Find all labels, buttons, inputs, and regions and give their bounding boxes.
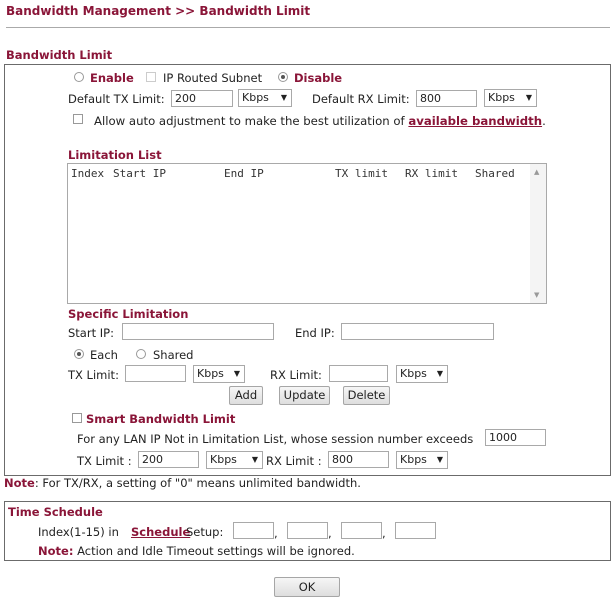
page-title: Bandwidth Management >> Bandwidth Limit [6, 4, 311, 18]
schedule-note-text: Action and Idle Timeout settings will be ignored. [77, 544, 355, 558]
default-rx-input[interactable]: 800 [416, 90, 477, 107]
col-rx-limit: RX limit [405, 167, 458, 180]
ok-button[interactable]: OK [274, 577, 340, 597]
note-text: : For TX/RX, a setting of "0" means unlimited bandwidth. [34, 476, 361, 490]
chevron-down-icon: ▼ [233, 369, 240, 378]
smart-tx-input[interactable]: 200 [138, 451, 199, 468]
rx-limit-input[interactable] [329, 365, 388, 382]
default-tx-label: Default TX Limit: [68, 92, 165, 106]
start-ip-label: Start IP: [68, 326, 114, 340]
smart-rx-unit-select[interactable] [396, 451, 448, 469]
available-bandwidth-link[interactable]: available bandwidth [408, 114, 543, 128]
bandwidth-limit-heading: Bandwidth Limit [6, 48, 113, 62]
shared-label: Shared [153, 348, 194, 362]
limitation-list-heading: Limitation List [68, 148, 162, 162]
smart-rx-input[interactable]: 800 [328, 451, 389, 468]
scroll-down-icon[interactable]: ▼ [534, 291, 540, 299]
chevron-down-icon: ▼ [436, 455, 443, 464]
default-rx-unit-select[interactable] [484, 89, 537, 107]
smart-tx-unit-value: Kbps [210, 453, 237, 466]
default-rx-label: Default RX Limit: [312, 92, 410, 106]
add-button[interactable]: Add [229, 386, 263, 405]
title-divider [6, 27, 610, 28]
chevron-down-icon: ▼ [280, 93, 287, 102]
smart-bandwidth-description: For any LAN IP Not in Limitation List, whose session number exceeds [77, 432, 474, 446]
smart-bandwidth-heading: Smart Bandwidth Limit [86, 412, 236, 426]
each-label: Each [90, 348, 118, 362]
each-radio[interactable] [74, 349, 84, 359]
enable-label: Enable [90, 71, 134, 85]
schedule-index-4[interactable] [395, 522, 436, 539]
col-shared: Shared [475, 167, 515, 180]
specific-limitation-heading: Specific Limitation [68, 307, 189, 321]
smart-tx-unit-select[interactable] [206, 451, 263, 469]
rx-unit-select[interactable] [396, 365, 448, 383]
auto-adjust-checkbox[interactable] [73, 114, 83, 124]
end-ip-input[interactable] [341, 323, 494, 340]
comma-2: , [328, 526, 332, 540]
disable-radio[interactable] [278, 72, 288, 82]
time-schedule-heading: Time Schedule [8, 505, 103, 519]
auto-adjust-end: . [542, 114, 546, 128]
schedule-note-label: Note: [38, 544, 74, 558]
update-button[interactable]: Update [279, 386, 330, 405]
schedule-index-3[interactable] [341, 522, 382, 539]
col-start-ip: Start IP [113, 167, 166, 180]
rx-unit-value: Kbps [400, 367, 427, 380]
note-row [4, 476, 361, 490]
note-label: Note [4, 476, 35, 490]
col-tx-limit: TX limit [335, 167, 388, 180]
session-number-input[interactable]: 1000 [485, 429, 546, 446]
scroll-up-icon[interactable]: ▲ [534, 168, 540, 176]
col-end-ip: End IP [224, 167, 264, 180]
default-tx-unit-select[interactable] [238, 89, 292, 107]
tx-unit-select[interactable] [193, 365, 245, 383]
smart-rx-unit-value: Kbps [400, 453, 427, 466]
ip-routed-subnet-checkbox[interactable] [146, 72, 156, 82]
comma-3: , [382, 526, 386, 540]
auto-adjust-row [94, 114, 546, 128]
tx-unit-value: Kbps [197, 367, 224, 380]
tx-limit-label: TX Limit: [68, 368, 119, 382]
default-rx-unit-value: Kbps [488, 91, 515, 104]
chevron-down-icon: ▼ [436, 369, 443, 378]
setup-label: Setup: [186, 525, 224, 539]
smart-tx-label: TX Limit : [77, 454, 132, 468]
chevron-down-icon: ▼ [525, 93, 532, 102]
schedule-index-2[interactable] [287, 522, 328, 539]
index-label: Index(1-15) in [38, 525, 119, 539]
col-index: Index [71, 167, 105, 180]
chevron-down-icon: ▼ [251, 455, 258, 464]
shared-radio[interactable] [136, 349, 146, 359]
auto-adjust-text: Allow auto adjustment to make the best utilization of [94, 114, 405, 128]
ip-routed-subnet-label: IP Routed Subnet [163, 71, 263, 85]
smart-bandwidth-checkbox[interactable] [72, 413, 82, 423]
delete-button[interactable]: Delete [343, 386, 390, 405]
rx-limit-label: RX Limit: [270, 368, 322, 382]
disable-label: Disable [294, 71, 343, 85]
tx-limit-input[interactable] [125, 365, 186, 382]
start-ip-input[interactable] [122, 323, 274, 340]
default-tx-input[interactable]: 200 [171, 90, 233, 107]
list-scrollbar[interactable] [530, 164, 546, 303]
smart-rx-label: RX Limit : [266, 454, 322, 468]
schedule-index-1[interactable] [233, 522, 274, 539]
default-tx-unit-value: Kbps [242, 91, 269, 104]
schedule-note-row [38, 544, 355, 558]
limitation-list-box[interactable] [67, 163, 547, 304]
end-ip-label: End IP: [295, 326, 335, 340]
comma-1: , [274, 526, 278, 540]
enable-radio[interactable] [74, 72, 84, 82]
schedule-link[interactable]: Schedule [131, 525, 191, 539]
